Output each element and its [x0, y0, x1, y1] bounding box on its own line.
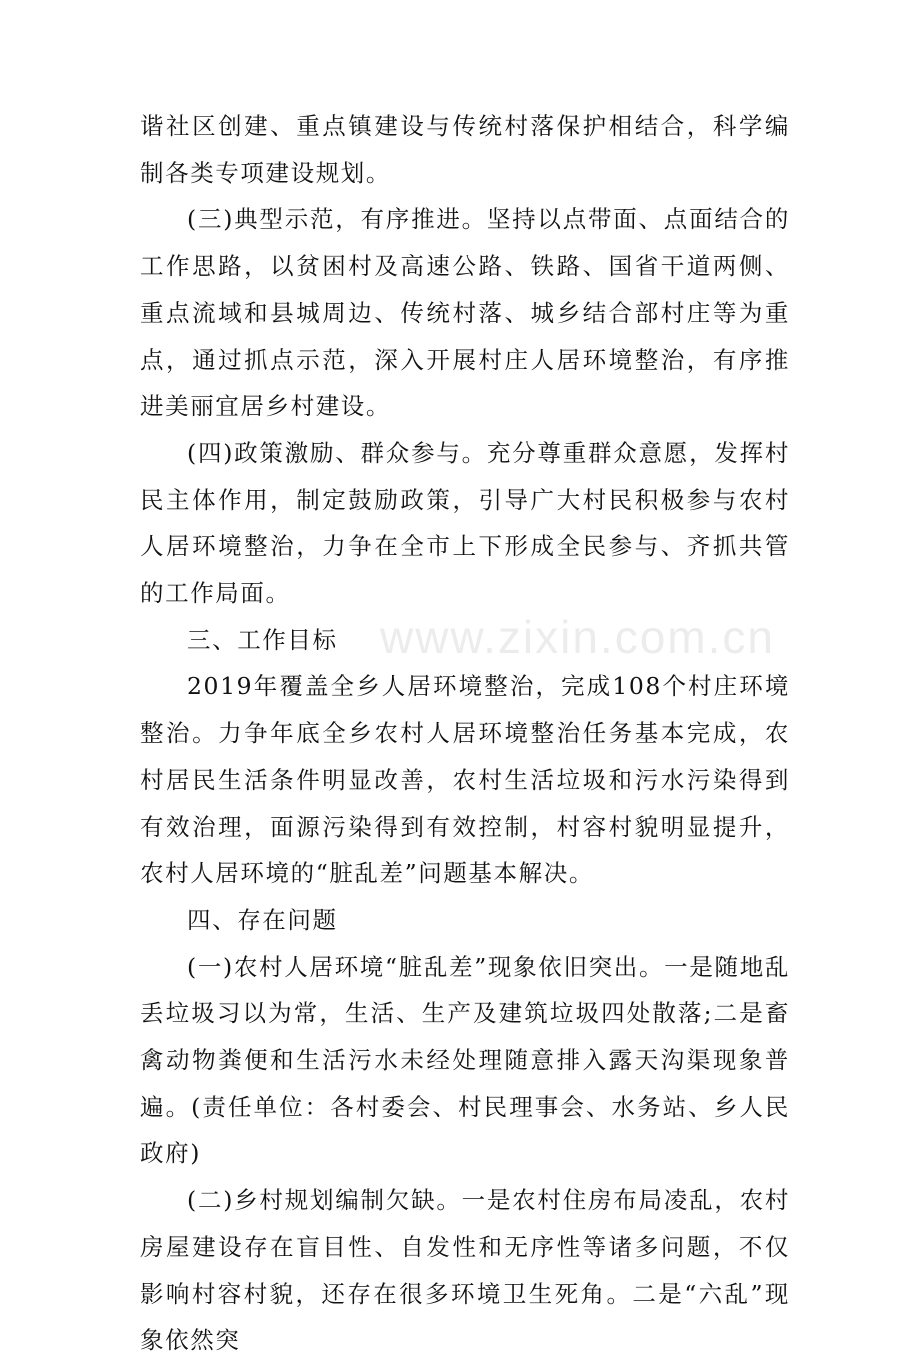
- paragraph-continuation: 谐社区创建、重点镇建设与传统村落保护相结合，科学编制各类专项建设规划。: [140, 112, 790, 187]
- paragraph-problem-two: (二)乡村规划编制欠缺。一是农村住房布局凌乱，农村房屋建设存在盲目性、自发性和无序性等诸多问题，不仅影响村容村貌，还存在很多环境卫生死角。二是“六乱”现象依然突: [140, 1186, 790, 1355]
- paragraph-typical-demo: (三)典型示范，有序推进。坚持以点带面、点面结合的工作思路，以贫困村及高速公路、铁路、国省干道两侧、重点流域和县城周边、传统村落、城乡结合部村庄等为重点，通过抓点示范，深入开展村庄人居环境整治，有序推进美丽宜居乡村建设。: [140, 205, 790, 421]
- watermark-text: www.zixin.com.cn: [380, 611, 775, 663]
- paragraph-policy-incentive: (四)政策激励、群众参与。充分尊重群众意愿，发挥村民主体作用，制定鼓励政策，引导广大村民积极参与农村人居环境整治，力争在全市上下形成全民参与、齐抓共管的工作局面。: [140, 438, 790, 608]
- paragraph-problem-one: (一)农村人居环境“脏乱差”现象依旧突出。一是随地乱丢垃圾习以为常，生活、生产及建筑垃圾四处散落;二是畜禽动物粪便和生活污水未经处理随意排入露天沟渠现象普遍。(责任单位：各村委会、村民理事会、水务站、乡人民政府): [140, 952, 790, 1168]
- document-body: [140, 103, 790, 1364]
- section-heading-problems: 四、存在问题: [187, 905, 338, 934]
- paragraph-work-goals: 2019年覆盖全乡人居环境整治，完成108个村庄环境整治。力争年底全乡农村人居环境整治任务基本完成，农村居民生活条件明显改善，农村生活垃圾和污水污染得到有效治理，面源污染得到有效控制，村容村貌明显提升，农村人居环境的“脏乱差”问题基本解决。: [140, 672, 790, 888]
- section-heading-work-goals: 三、工作目标: [187, 625, 338, 654]
